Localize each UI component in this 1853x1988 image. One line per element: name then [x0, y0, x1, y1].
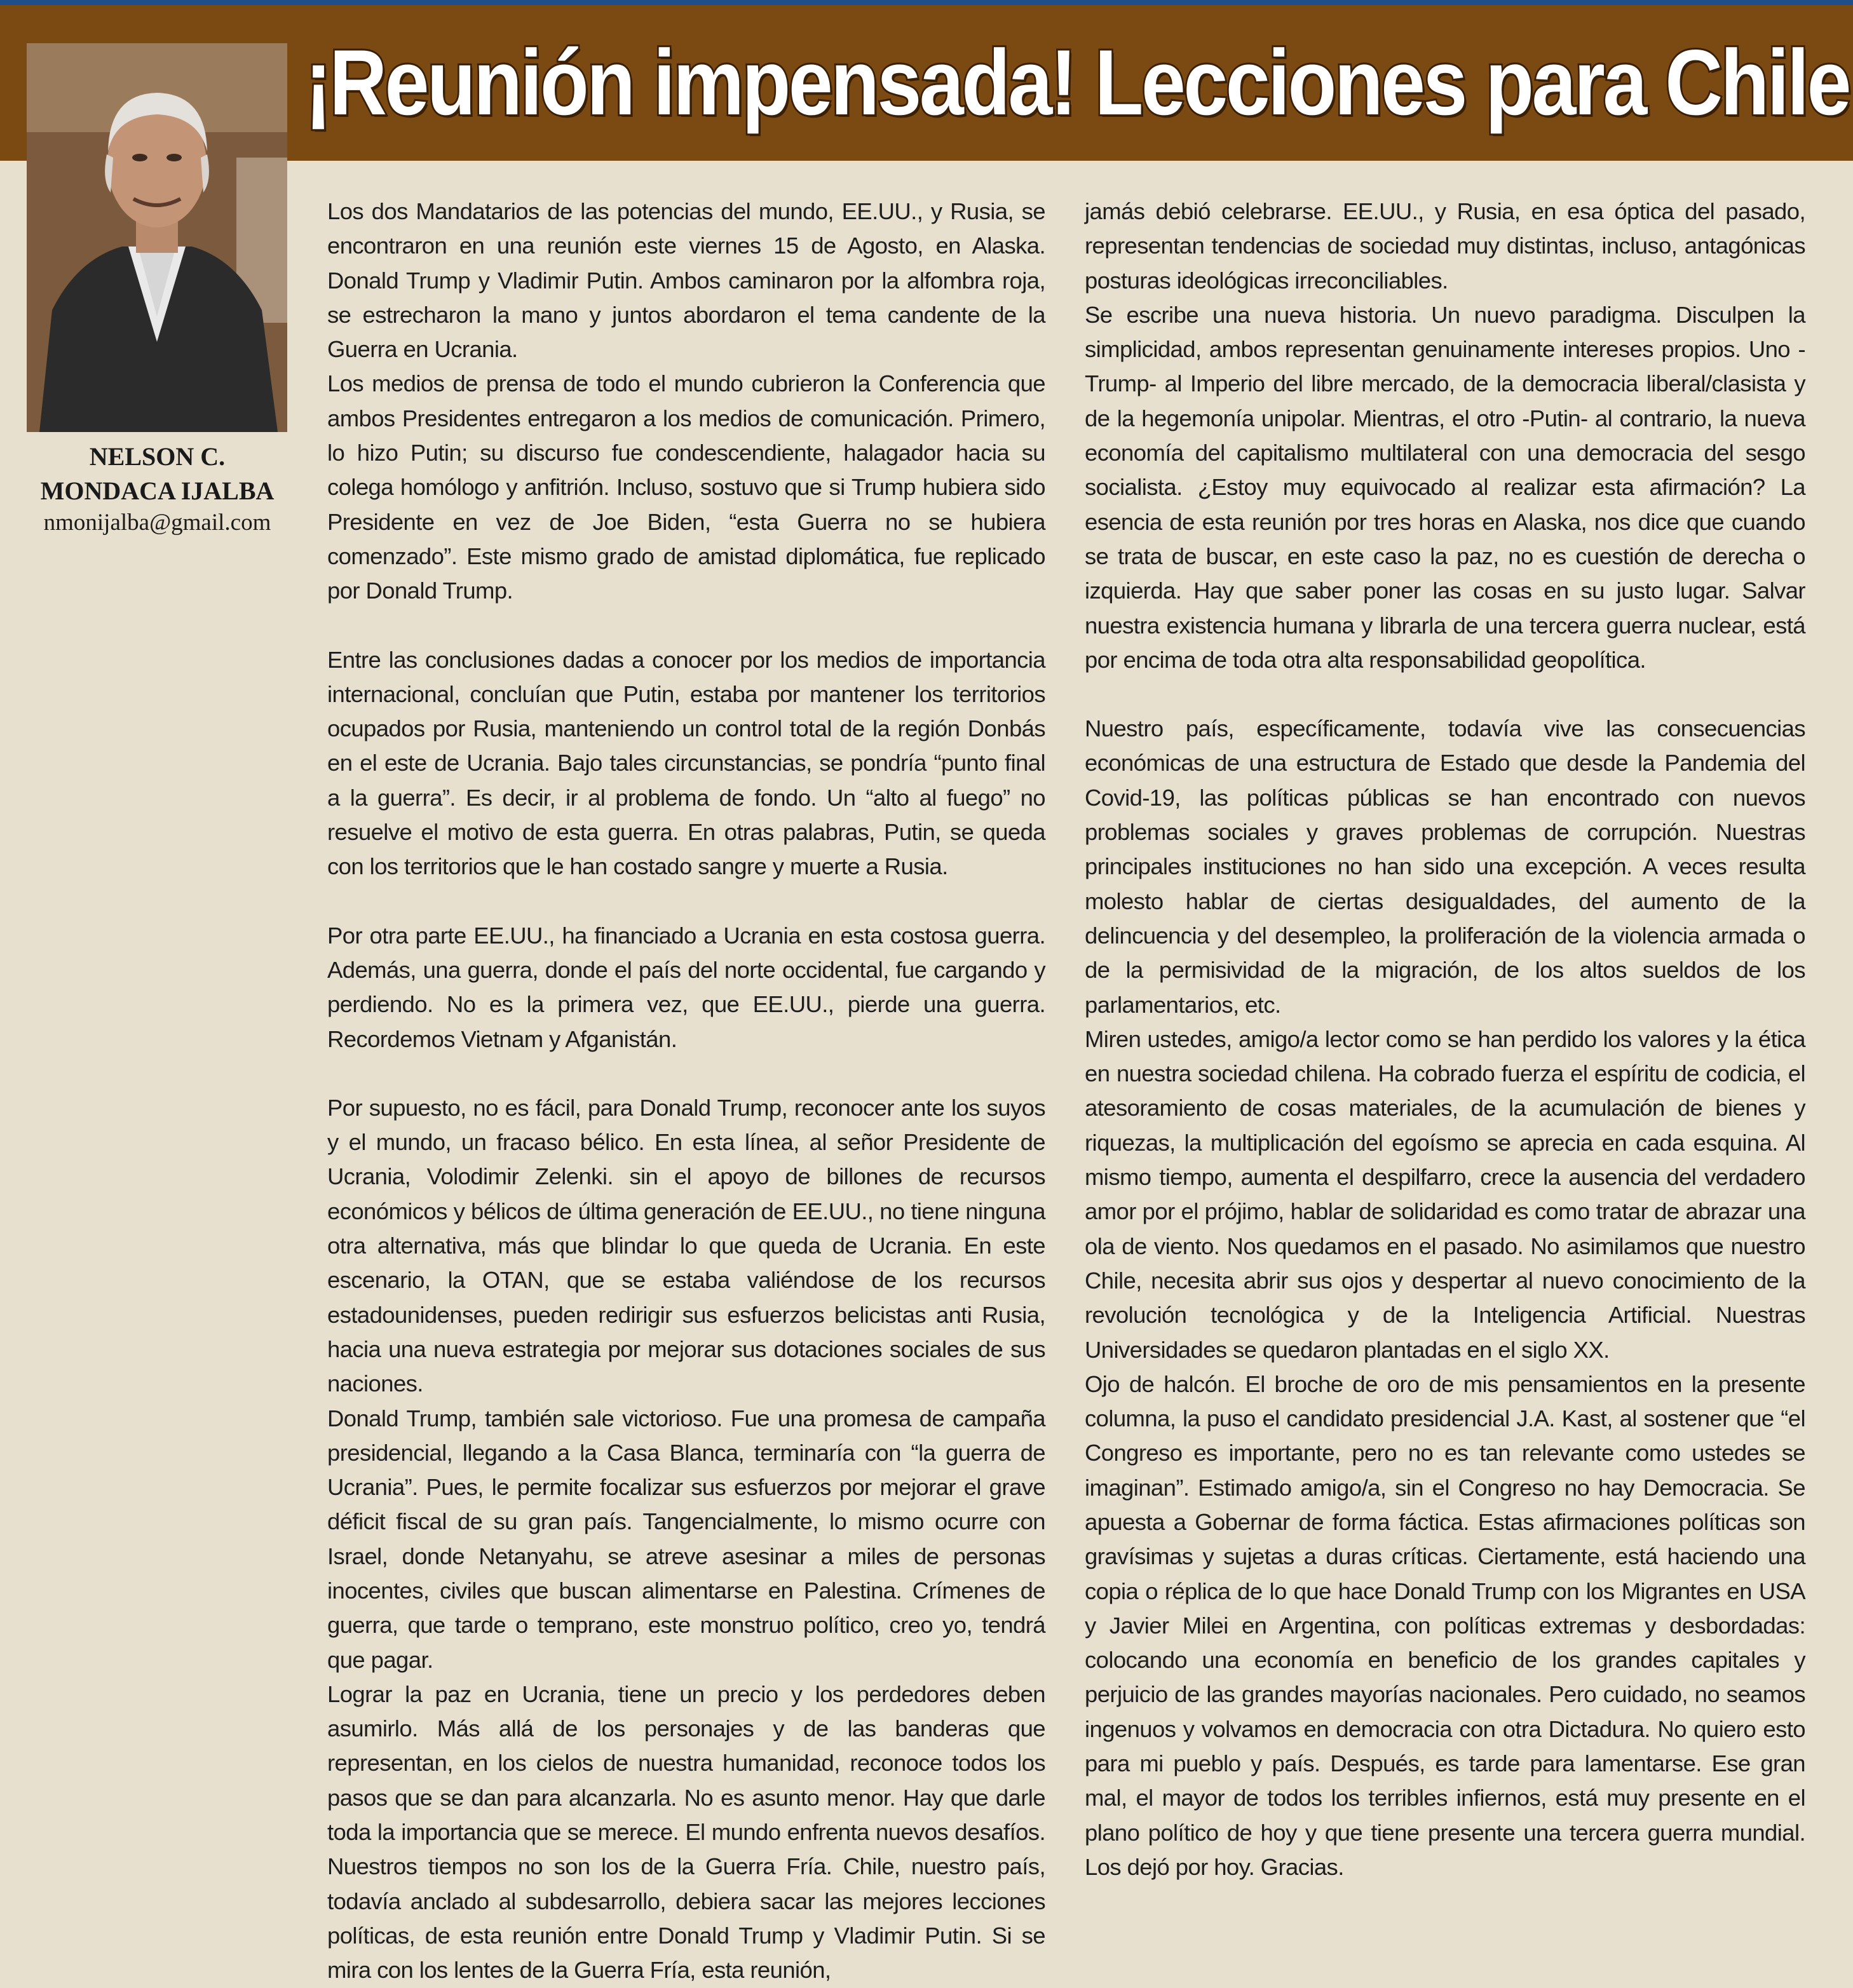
paragraph: Nuestro país, específicamente, todavía vive las consecuencias económicas de una estructura de Estado que desde la Pandemia del Covid-19, las políticas públicas se han encontrado con nuevos problemas sociales y graves problemas de corrupción. Nuestras principales instituciones no han sido una excepción. A veces resulta molesto hablar de ciertas desigualdades, del aumento de la delincuencia y del desempleo, la proliferación de la violencia armada o de la permisividad de la migración, de los altos sueldos de los parlamentarios, etc. [1085, 715, 1805, 1018]
paragraph: Los medios de prensa de todo el mundo cubrieron la Conferencia que ambos Presidentes entregaron a los medios de comunicación. Primero, lo hizo Putin; su discurso fue condescendiente, halagador hacia su colega homólogo y anfitrión. Incluso, sostuvo que si Trump hubiera sido Presidente en vez de Joe Biden, “esta Guerra no se hubiera comenzado”. Este mismo grado de amistad diplomática, fue replicado por Donald Trump. [327, 370, 1045, 604]
author-photo [27, 43, 287, 432]
paragraph: Los dos Mandatarios de las potencias del mundo, EE.UU., y Rusia, se encontraron en una reunión este viernes 15 de Agosto, en Alaska. Donald Trump y Vladimir Putin. Ambos caminaron por la alfombra roja, se estrecharon la mano y juntos abordaron el tema candente de la Guerra en Ucrania. [327, 198, 1045, 363]
paragraph: Por supuesto, no es fácil, para Donald Trump, reconocer ante los suyos y el mundo, un fracaso bélico. En esta línea, al señor Presidente de Ucrania, Volodimir Zelenki. sin el apoyo de billones de recursos económicos y bélicos de última generación de EE.UU., no tiene ninguna otra alternativa, más que blindar lo que queda de Ucrania. En este escenario, la OTAN, que se estaba valiéndose de los recursos estadounidenses, pueden redirigir sus esfuerzos belicistas anti Rusia, hacia una nueva estrategia por mejorar sus dotaciones sociales de sus naciones. [327, 1094, 1045, 1397]
page-title: ¡Reunión impensada! Lecciones para Chile [305, 30, 1850, 134]
author-name-line2: MONDACA IJALBA [40, 477, 275, 505]
paragraph: Se escribe una nueva historia. Un nuevo paradigma. Disculpen la simplicidad, ambos representan genuinamente intereses propios. Uno -Trump- al Imperio del libre mercado, de la democracia liberal/clasista y de la hegemonía unipolar. Mientras, el otro -Putin- al contrario, la nueva economía del capitalismo multilateral con una democracia del sesgo socialista. ¿Estoy muy equivocado al realizar esta afirmación? La esencia de esta reunión por tres horas en Alaska, nos dice que cuando se trata de buscar, en este caso la paz, no es cuestión de derecha o izquierda. Hay que saber poner las cosas en su justo lugar. Salvar nuestra existencia humana y librarla de una tercera guerra nuclear, está por encima de toda otra alta responsabilidad geopolítica. [1085, 301, 1805, 673]
author-email[interactable]: nmonijalba@gmail.com [43, 510, 271, 536]
paragraph: Lograr la paz en Ucrania, tiene un precio y los perdedores deben asumirlo. Más allá de los personajes y de las banderas que representan, en los cielos de nuestra humanidad, reconoce todos los pasos que se dan para alcanzarla. No es asunto menor. Hay que darle toda la importancia que se merece. El mundo enfrenta nuevos desafíos. Nuestros tiempos no son los de la Guerra Fría. Chile, nuestro país, todavía anclado al subdesarrollo, debiera sacar las mejores lecciones políticas, de esta reunión entre Donald Trump y Vladimir Putin. Si se mira con los lentes de la Guerra Fría, esta reunión, [327, 1680, 1045, 1984]
article-column-right [1085, 194, 1805, 1884]
article-column-left [327, 194, 1045, 1988]
paragraph: Por otra parte EE.UU., ha financiado a Ucrania en esta costosa guerra. Además, una guerra, donde el país del norte occidental, fue cargando y perdiendo. No es la primera vez, que EE.UU., pierde una guerra. Recordemos Vietnam y Afganistán. [327, 922, 1045, 1052]
author-portrait-icon [27, 43, 287, 432]
author-byline [19, 440, 295, 538]
paragraph: jamás debió celebrarse. EE.UU., y Rusia, en esa óptica del pasado, representan tendencias de sociedad muy distintas, incluso, antagónicas posturas ideológicas irreconciliables. [1085, 198, 1805, 294]
paragraph: Miren ustedes, amigo/a lector como se han perdido los valores y la ética en nuestra sociedad chilena. Ha cobrado fuerza el espíritu de codicia, el atesoramiento de cosas materiales, de la acumulación de bienes y riquezas, la multiplicación del egoísmo se aprecia en cada esquina. Al mismo tiempo, aumenta el despilfarro, crece la ausencia del verdadero amor por el prójimo, hablar de solidaridad es como tratar de abrazar una ola de viento. Nos quedamos en el pasado. No asimilamos que nuestro Chile, necesita abrir sus ojos y despertar al nuevo conocimiento de la revolución tecnológica y de la Inteligencia Artificial. Nuestras Universidades se quedaron plantadas en el siglo XX. [1085, 1025, 1805, 1363]
author-name-line1: NELSON C. [89, 442, 226, 471]
top-rule [0, 0, 1853, 5]
paragraph: Donald Trump, también sale victorioso. Fue una promesa de campaña presidencial, llegando a la Casa Blanca, terminaría con “la guerra de Ucrania”. Pues, le permite focalizar sus esfuerzos por mejorar el grave déficit fiscal de su gran país. Tangencialmente, lo mismo ocurre con Israel, donde Netanyahu, se atreve asesinar a miles de personas inocentes, civiles que buscan alimentarse en Palestina. Crímenes de guerra, que tarde o temprano, este monstruo político, creo yo, tendrá que pagar. [327, 1405, 1045, 1673]
paragraph: Ojo de halcón. El broche de oro de mis pensamientos en la presente columna, la puso el candidato presidencial J.A. Kast, al sostener que “el Congreso es importante, pero no es tan relevante como ustedes se imaginan”. Estimado amigo/a, sin el Congreso no hay Democracia. Se apuesta a Gobernar de forma fáctica. Estas afirmaciones políticas son gravísimas y sujetas a duras críticas. Ciertamente, está haciendo una copia o réplica de lo que hace Donald Trump con los Migrantes en USA y Javier Milei en Argentina, con políticas extremas y desbordadas: colocando una economía en beneficio de los grandes capitales y perjuicio de las grandes mayorías nacionales. Pero cuidado, no seamos ingenuos y volvamos en democracia con otra Dictadura. No quiero esto para mi pueblo y país. Después, es tarde para lamentarse. Ese gran mal, el mayor de todos los terribles infiernos, está muy presente en el plano político de hoy y que tiene presente una tercera guerra mundial. Los dejó por hoy. Gracias. [1085, 1370, 1805, 1880]
paragraph: Entre las conclusiones dadas a conocer por los medios de importancia internacional, concluían que Putin, estaba por mantener los territorios ocupados por Rusia, manteniendo un control total de la región Donbás en el este de Ucrania. Bajo tales circunstancias, se pondría “punto final a la guerra”. Es decir, ir al problema de fondo. Un “alto al fuego” no resuelve el motivo de esta guerra. En otras palabras, Putin, se queda con los territorios que le han costado sangre y muerte a Rusia. [327, 646, 1045, 880]
